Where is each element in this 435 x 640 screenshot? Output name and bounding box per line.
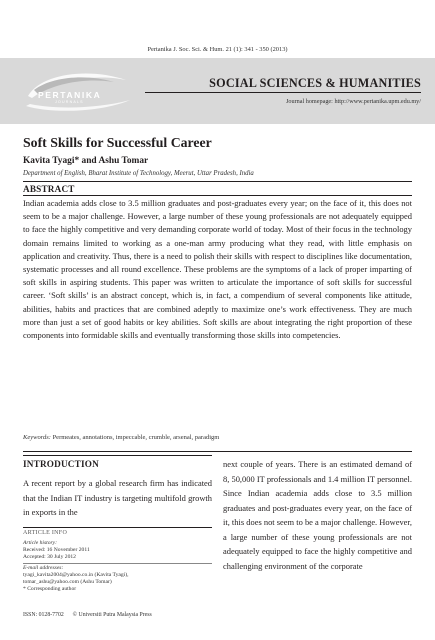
logo-subtitle: JOURNALS	[55, 100, 84, 104]
email-kavita: tyagi_kavita2004@yahoo.co.in (Kavita Tyagi),	[23, 571, 129, 578]
page-footer	[23, 612, 152, 618]
introduction-top-rule	[23, 455, 212, 456]
article-received: Received: 16 November 2011	[23, 546, 90, 553]
article-affiliation: Department of English, Bharat Institute of Technology, Meerut, Uttar Pradesh, India	[23, 170, 254, 177]
introduction-left-text: A recent report by a global research firm has indicated that the Indian IT industry is targeting multifold growth in exports in the	[23, 478, 212, 517]
pertanika-logo	[22, 66, 134, 116]
keywords-label: Keywords:	[23, 434, 51, 441]
copyright: © Universiti Putra Malaysia Press	[72, 612, 152, 618]
keywords-bottom-rule	[23, 451, 412, 452]
article-info-divider	[23, 563, 212, 564]
introduction-heading: INTRODUCTION	[23, 459, 99, 469]
article-authors: Kavita Tyagi* and Ashu Tomar	[23, 156, 149, 166]
email-ashu: tomar_ashu@yahoo.com (Ashu Tomar)	[23, 578, 112, 585]
journal-name: SOCIAL SCIENCES & HUMANITIES	[209, 76, 421, 90]
article-info-rule	[23, 527, 212, 528]
abstract-heading-rule	[23, 195, 412, 196]
introduction-right-text: next couple of years. There is an estimated demand of 8, 50,000 IT professionals and 1.4 million IT personnel. Since Indian academia adds close to 3.5 million graduates and post-graduates every year, on the face of it, this does not seem to be a major challenge. However, a large number of these young professionals are not adequately equipped to face the highly competitive and challenging environment of the corporate	[223, 459, 412, 571]
abstract-text: Indian academia adds close to 3.5 million graduates and post-graduates every year; on the face of it, this does not seem to be a major challenge. However, a large number of these young professionals are not adequately equipped to face the highly competitive and very demanding corporate world of today. Most of their focus in the technology domain remains limited to working as a one-man army producing what they read, with little emphasis on application and creativity. Thus, there is a need to polish their skills with respect to disciplines like documentation, systematic processes and all round excellence. These problems are the symptoms of a lack of proper imparting of soft skills in aspiring students. This paper was written to articulate the importance of soft skills for successful career. ‘Soft skills’ is an abstract concept, which is, in fact, a compendium of several components like attitude, abilities, habits and practices that are combined adeptly to maximize one’s work effectiveness. They are much more than just a set of good habits or key abilities. Soft skills are about integrating the right proportion of these components into formidable skills and eventually transforming those skills into competencies.	[23, 198, 412, 341]
email-block	[23, 565, 212, 593]
abstract-top-rule	[23, 181, 412, 182]
article-accepted: Accepted: 30 July 2012	[23, 553, 76, 560]
article-info-block	[23, 540, 212, 561]
email-label: E-mail addresses:	[23, 565, 64, 571]
journal-homepage: Journal homepage: http://www.pertanika.upm.edu.my/	[285, 98, 421, 105]
abstract-heading: ABSTRACT	[23, 184, 75, 194]
journal-citation: Pertanika J. Soc. Sci. & Hum. 21 (1): 341 - 350 (2013)	[147, 46, 288, 53]
article-title: Soft Skills for Successful Career	[23, 135, 212, 150]
corresponding-author-note: * Corresponding author	[23, 585, 77, 592]
article-info-label: ARTICLE INFO	[23, 530, 68, 536]
keywords-text: Permeates, annotations, impeccable, crumble, arsenal, paradigm	[52, 434, 220, 441]
issn: ISSN: 0128-7702	[23, 612, 64, 618]
article-history-label: Article history:	[23, 540, 58, 546]
keywords	[23, 434, 219, 441]
journal-name-divider	[145, 92, 421, 93]
logo-wordmark: PERTANIKA	[38, 90, 102, 100]
